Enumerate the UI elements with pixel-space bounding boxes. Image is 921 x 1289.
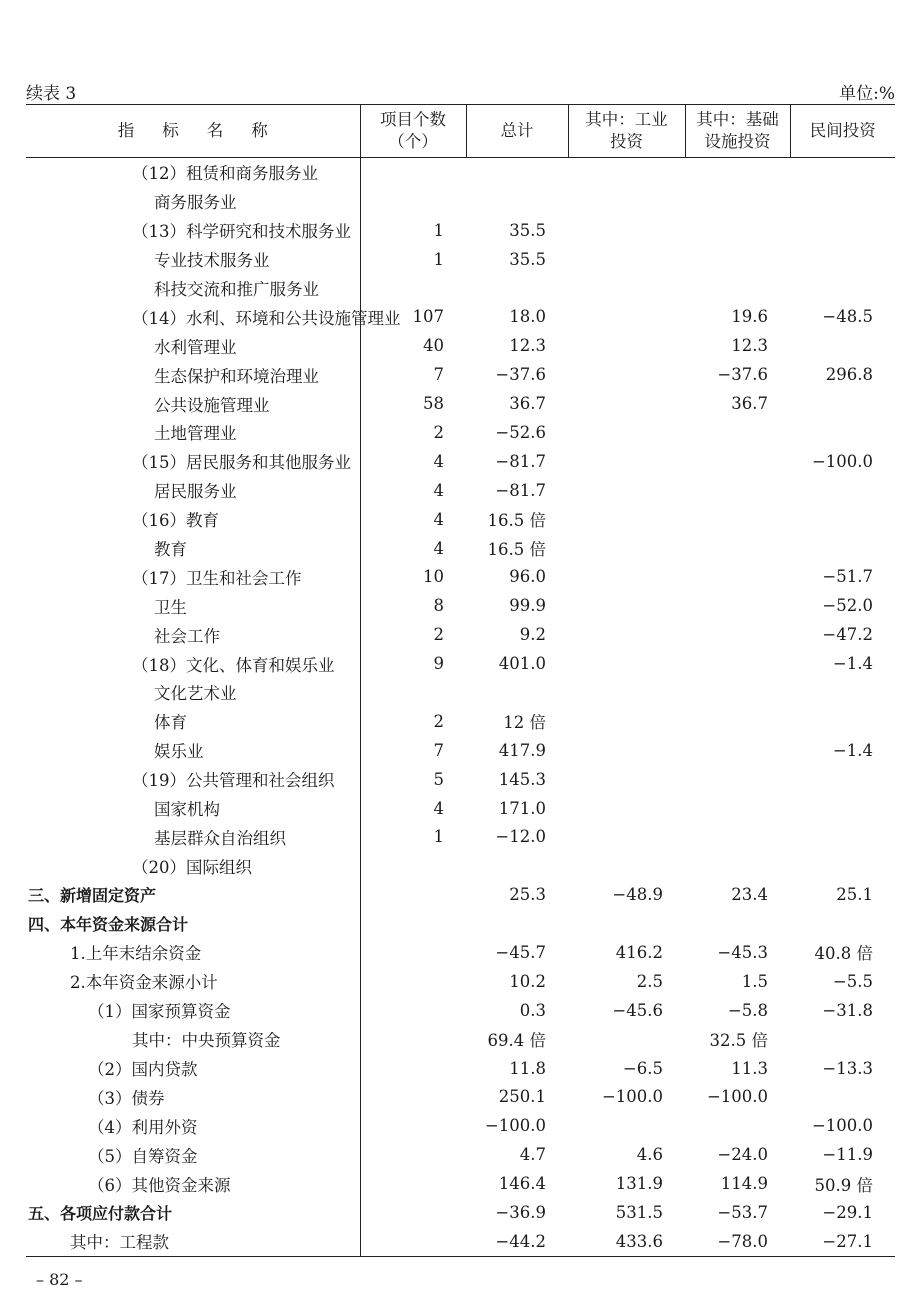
cell-private-investment: −29.1 [822,1203,873,1222]
cell-industry-investment: 531.5 [615,1203,663,1222]
cell-indicator-name: （20）国际组织 [26,851,360,880]
cell-indicator-name: 生态保护和环境治理业 [26,360,360,389]
cell-infrastructure-investment: 11.3 [731,1058,768,1078]
cell-project-count: 4 [433,451,444,471]
cell-indicator-name: （13）科学研究和技术服务业 [26,216,360,245]
statistics-table [26,104,895,1257]
cell-total: 0.3 [519,1000,546,1020]
cell-infrastructure-investment [685,274,790,303]
cell-infrastructure-investment [685,765,790,794]
cell-project-count [360,967,466,996]
cell-private-investment: −5.5 [832,971,873,991]
cell-industry-investment [568,822,685,851]
unit-label: 单位:% [839,84,895,104]
cell-industry-investment [568,302,685,331]
cell-private-investment [790,534,895,563]
cell-total: −36.9 [495,1203,546,1222]
cell-indicator-name: 基层群众自治组织 [26,822,360,851]
cell-infrastructure-investment: 36.7 [731,394,768,414]
cell-infrastructure-investment: 32.5 倍 [709,1031,768,1051]
cell-total: 35.5 [509,220,546,240]
cell-private-investment: −100.0 [811,1116,873,1136]
cell-indicator-name: 社会工作 [26,620,360,649]
cell-total: 36.7 [509,394,546,414]
cell-industry-investment [568,245,685,274]
cell-private-investment [790,158,895,187]
table-row [26,591,895,620]
cell-industry-investment: −45.6 [612,1000,663,1020]
cell-project-count: 2 [433,711,444,731]
cell-infrastructure-investment: 12.3 [731,336,768,356]
header-industry-investment: 其中：工业 投资 [568,105,685,158]
cell-industry-investment: 131.9 [615,1174,663,1194]
table-body [26,158,895,1257]
cell-indicator-name: 五、各项应付款合计 [26,1198,360,1227]
cell-industry-investment [568,620,685,649]
table-row [26,562,895,591]
cell-total [466,678,568,707]
cell-infrastructure-investment [685,736,790,765]
cell-total: 96.0 [509,567,546,587]
cell-infrastructure-investment: 19.6 [731,307,768,327]
cell-infrastructure-investment [685,794,790,823]
table-row [26,245,895,274]
cell-indicator-name: 水利管理业 [26,331,360,360]
cell-infrastructure-investment [685,620,790,649]
cell-industry-investment [568,274,685,303]
cell-project-count [360,1025,466,1054]
cell-indicator-name: 2.本年资金来源小计 [26,967,360,996]
cell-industry-investment [568,447,685,476]
table-row [26,1227,895,1256]
cell-infrastructure-investment [685,505,790,534]
cell-private-investment [790,389,895,418]
cell-infrastructure-investment [685,562,790,591]
header-row [26,105,895,158]
cell-industry-investment: −100.0 [601,1087,663,1107]
cell-private-investment [790,822,895,851]
cell-total: 146.4 [498,1174,546,1194]
cell-total [466,274,568,303]
cell-infrastructure-investment [685,216,790,245]
cell-private-investment: −27.1 [790,1227,895,1256]
cell-total: 12.3 [509,336,546,356]
cell-project-count [360,880,466,909]
cell-industry-investment [568,418,685,447]
cell-private-investment [790,707,895,736]
cell-total: 171.0 [498,798,546,818]
cell-indicator-name: 1.上年末结余资金 [26,938,360,967]
cell-infrastructure-investment [685,418,790,447]
cell-private-investment: 25.1 [836,885,873,905]
cell-indicator-name: （5）自筹资金 [26,1140,360,1169]
cell-infrastructure-investment [685,822,790,851]
table-row [26,967,895,996]
table-row [26,851,895,880]
cell-industry-investment [568,707,685,736]
table-row [26,938,895,967]
cell-private-investment [790,909,895,938]
cell-private-investment [790,476,895,505]
cell-project-count [360,158,466,187]
cell-project-count: 10 [423,567,444,587]
cell-indicator-name: 体育 [26,707,360,736]
cell-indicator-name: （3）债券 [26,1083,360,1112]
cell-industry-investment [568,649,685,678]
cell-private-investment: 296.8 [825,365,873,385]
cell-indicator-name: 公共设施管理业 [26,389,360,418]
cell-infrastructure-investment: 1.5 [741,971,768,991]
cell-industry-investment [568,389,685,418]
cell-infrastructure-investment: −100.0 [706,1087,768,1107]
cell-infrastructure-investment [685,447,790,476]
cell-industry-investment [568,158,685,187]
cell-private-investment [790,187,895,216]
table-row [26,678,895,707]
cell-project-count: 40 [423,336,444,356]
cell-industry-investment [568,534,685,563]
cell-project-count [360,909,466,938]
cell-infrastructure-investment: −53.7 [717,1203,768,1222]
cell-project-count: 7 [433,365,444,385]
cell-project-count: 107 [412,307,444,327]
cell-project-count: 4 [433,480,444,500]
table-row [26,794,895,823]
cell-total: 25.3 [509,885,546,905]
table-row [26,736,895,765]
table-row [26,1025,895,1054]
header-indicator-name: 指标名称 [26,105,360,158]
page-number: – 82 – [36,1270,83,1289]
table-header [26,105,895,158]
cell-private-investment [790,1083,895,1112]
cell-project-count [360,1054,466,1083]
header-total: 总计 [466,105,568,158]
table-row [26,909,895,938]
cell-indicator-name: （6）其他资金来源 [26,1169,360,1198]
cell-total [466,851,568,880]
cell-infrastructure-investment: 114.9 [720,1174,768,1194]
cell-indicator-name: 科技交流和推广服务业 [26,274,360,303]
cell-total: 12 倍 [503,713,546,733]
cell-project-count [360,1198,466,1227]
cell-indicator-name: （16）教育 [26,505,360,534]
cell-indicator-name: 卫生 [26,591,360,620]
cell-industry-investment [568,678,685,707]
table-row [26,476,895,505]
cell-private-investment [790,274,895,303]
cell-indicator-name: 其中：工程款 [26,1227,360,1256]
cell-indicator-name: （1）国家预算资金 [26,996,360,1025]
cell-indicator-name: （18）文化、体育和娱乐业 [26,649,360,678]
cell-project-count: 4 [433,509,444,529]
cell-project-count: 58 [423,394,444,414]
cell-infrastructure-investment: −5.8 [727,1000,768,1020]
cell-project-count: 1 [433,827,444,847]
cell-industry-investment [568,794,685,823]
cell-project-count [360,1227,466,1256]
header-private-investment: 民间投资 [790,105,895,158]
cell-total: 16.5 倍 [487,511,546,531]
cell-total: 250.1 [498,1087,546,1107]
table-row [26,707,895,736]
cell-indicator-name: （2）国内贷款 [26,1054,360,1083]
cell-total: 99.9 [509,596,546,616]
cell-industry-investment [568,505,685,534]
header-infrastructure-investment: 其中：基础 设施投资 [685,105,790,158]
cell-industry-investment: −48.9 [612,885,663,905]
cell-private-investment [790,245,895,274]
cell-industry-investment [568,591,685,620]
cell-indicator-name: 专业技术服务业 [26,245,360,274]
cell-total: 16.5 倍 [487,540,546,560]
cell-infrastructure-investment: 23.4 [731,885,768,905]
cell-indicator-name: 教育 [26,534,360,563]
cell-industry-investment [568,851,685,880]
cell-indicator-name: 娱乐业 [26,736,360,765]
table-row [26,216,895,245]
table-row [26,331,895,360]
table-row [26,360,895,389]
cell-indicator-name: 居民服务业 [26,476,360,505]
cell-private-investment: 40.8 倍 [814,944,873,964]
table-row [26,880,895,909]
header-project-count: 项目个数 （个） [360,105,466,158]
cell-industry-investment: 416.2 [615,942,663,962]
table-row [26,822,895,851]
table-row [26,1140,895,1169]
cell-indicator-name: 文化艺术业 [26,678,360,707]
cell-total: 417.9 [498,740,546,760]
cell-private-investment [790,418,895,447]
cell-industry-investment: 433.6 [568,1227,685,1256]
cell-private-investment: −1.4 [832,654,873,674]
cell-industry-investment: −6.5 [622,1058,663,1078]
cell-private-investment: −48.5 [822,307,873,327]
cell-total: −45.7 [495,942,546,962]
cell-project-count [360,938,466,967]
cell-infrastructure-investment [685,909,790,938]
table-row [26,1083,895,1112]
table-row [26,389,895,418]
cell-project-count: 8 [433,596,444,616]
cell-project-count [360,678,466,707]
cell-project-count: 4 [433,538,444,558]
table-row [26,1198,895,1227]
cell-infrastructure-investment [685,158,790,187]
cell-infrastructure-investment: −78.0 [685,1227,790,1256]
cell-project-count: 9 [433,654,444,674]
cell-infrastructure-investment [685,591,790,620]
cell-industry-investment [568,1025,685,1054]
cell-indicator-name: （19）公共管理和社会组织 [26,765,360,794]
cell-infrastructure-investment: −24.0 [717,1145,768,1165]
table-row [26,534,895,563]
cell-industry-investment: 4.6 [636,1145,663,1165]
cell-project-count [360,851,466,880]
cell-project-count [360,996,466,1025]
cell-project-count [360,187,466,216]
cell-project-count [360,1169,466,1198]
cell-industry-investment [568,765,685,794]
cell-project-count: 5 [433,769,444,789]
cell-total: 145.3 [498,769,546,789]
cell-industry-investment: 2.5 [636,971,663,991]
cell-project-count [360,1083,466,1112]
table-row [26,418,895,447]
cell-private-investment: 50.9 倍 [814,1175,873,1195]
table-row [26,620,895,649]
table-row [26,302,895,331]
cell-infrastructure-investment [685,851,790,880]
cell-industry-investment [568,360,685,389]
table-continuation-label: 续表 3 [26,84,77,104]
cell-project-count: 1 [433,220,444,240]
table-row [26,1054,895,1083]
cell-indicator-name: 土地管理业 [26,418,360,447]
cell-project-count [360,274,466,303]
cell-total: 35.5 [509,249,546,269]
cell-total: −44.2 [466,1227,568,1256]
cell-infrastructure-investment [685,678,790,707]
cell-private-investment [790,1025,895,1054]
cell-total [466,187,568,216]
cell-industry-investment [568,1111,685,1140]
cell-total: −81.7 [495,451,546,471]
cell-private-investment: −51.7 [822,567,873,587]
cell-private-investment: −52.0 [822,596,873,616]
cell-indicator-name: （14）水利、环境和公共设施管理业 [26,302,360,331]
cell-infrastructure-investment [685,1111,790,1140]
cell-industry-investment [568,216,685,245]
cell-total: −81.7 [495,480,546,500]
table-row [26,505,895,534]
cell-private-investment [790,678,895,707]
cell-private-investment: −31.8 [822,1000,873,1020]
cell-private-investment [790,505,895,534]
cell-private-investment: −100.0 [811,451,873,471]
cell-infrastructure-investment: −37.6 [717,365,768,385]
cell-infrastructure-investment [685,649,790,678]
cell-industry-investment [568,331,685,360]
cell-total: −52.6 [495,422,546,442]
cell-private-investment [790,765,895,794]
cell-industry-investment [568,909,685,938]
cell-industry-investment [568,187,685,216]
cell-total: 69.4 倍 [487,1031,546,1051]
cell-private-investment [790,216,895,245]
cell-indicator-name: 四、本年资金来源合计 [26,909,360,938]
cell-total [466,158,568,187]
cell-infrastructure-investment [685,707,790,736]
table-row [26,1111,895,1140]
cell-total [466,909,568,938]
table-row [26,649,895,678]
cell-private-investment: −13.3 [822,1058,873,1078]
cell-project-count: 1 [433,249,444,269]
cell-total: −100.0 [484,1116,546,1136]
cell-total: 10.2 [509,971,546,991]
cell-indicator-name: 国家机构 [26,794,360,823]
cell-infrastructure-investment [685,187,790,216]
table-row [26,996,895,1025]
table-row [26,274,895,303]
cell-project-count [360,1111,466,1140]
table-row [26,158,895,187]
cell-indicator-name: 其中：中央预算资金 [26,1025,360,1054]
cell-industry-investment [568,476,685,505]
cell-indicator-name: （12）租赁和商务服务业 [26,158,360,187]
statistics-table-container [26,104,895,1257]
cell-total: −37.6 [495,365,546,385]
table-row [26,187,895,216]
cell-industry-investment [568,562,685,591]
cell-private-investment: −47.2 [822,625,873,645]
cell-infrastructure-investment: −45.3 [717,942,768,962]
cell-indicator-name: （15）居民服务和其他服务业 [26,447,360,476]
cell-industry-investment [568,736,685,765]
cell-infrastructure-investment [685,476,790,505]
cell-private-investment: −11.9 [822,1145,873,1165]
cell-total: −12.0 [495,827,546,847]
cell-total: 401.0 [498,654,546,674]
cell-indicator-name: 三、新增固定资产 [26,880,360,909]
cell-total: 11.8 [509,1058,546,1078]
table-row [26,765,895,794]
cell-infrastructure-investment [685,245,790,274]
cell-private-investment [790,331,895,360]
cell-project-count: 2 [433,422,444,442]
cell-total: 9.2 [519,625,546,645]
cell-private-investment [790,851,895,880]
table-row [26,447,895,476]
table-row [26,1169,895,1198]
cell-infrastructure-investment [685,534,790,563]
cell-project-count [360,1140,466,1169]
cell-project-count: 4 [433,798,444,818]
cell-private-investment: −1.4 [832,740,873,760]
cell-total: 4.7 [519,1145,546,1165]
cell-indicator-name: （4）利用外资 [26,1111,360,1140]
cell-project-count: 7 [433,740,444,760]
cell-total: 18.0 [509,307,546,327]
cell-private-investment [790,794,895,823]
cell-indicator-name: （17）卫生和社会工作 [26,562,360,591]
cell-project-count: 2 [433,625,444,645]
cell-indicator-name: 商务服务业 [26,187,360,216]
